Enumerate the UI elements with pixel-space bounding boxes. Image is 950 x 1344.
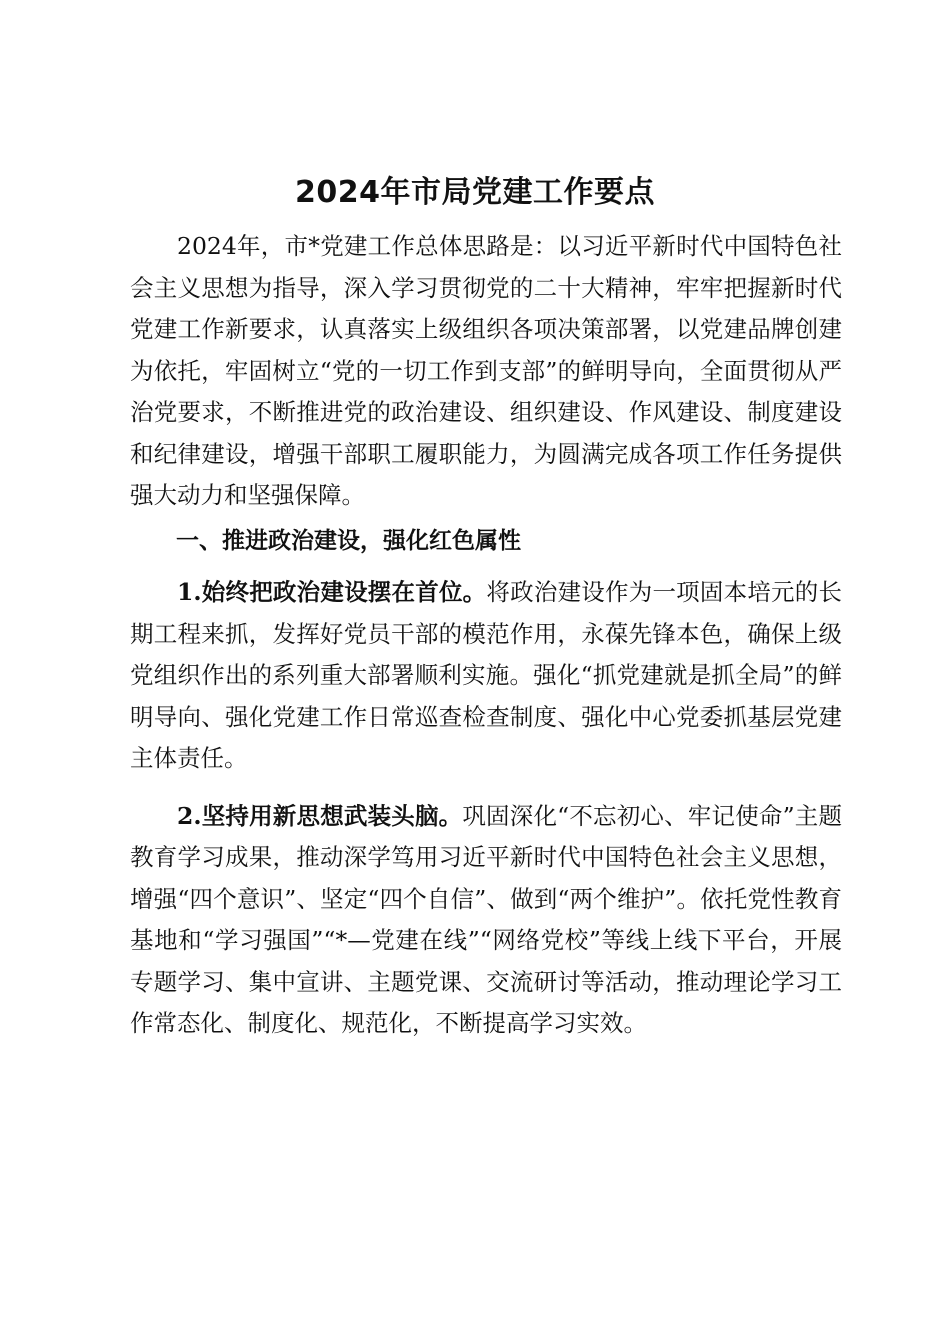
document-title: 2024年市局党建工作要点 bbox=[295, 175, 655, 210]
item-2-lead: 2.坚持用新思想武装头脑。 bbox=[177, 801, 463, 830]
document-body bbox=[130, 226, 842, 1045]
item-1-lead: 1.始终把政治建设摆在首位。 bbox=[177, 578, 487, 606]
intro-paragraph: 2024年，市*党建工作总体思路是：以习近平新时代中国特色社会主义思想为指导，深入学习贯彻党的二十大精神，牢牢把握新时代党建工作新要求，认真落实上级组织各项决策部署，以党建品牌创建为依托，牢固树立“党的一切工作到支部”的鲜明导向，全面贯彻从严治党要求，不断推进党的政治建设、组织建设、作风建设、制度建设和纪律建设，增强干部职工履职能力，为圆满完成各项工作任务提供强大动力和坚强保障。 bbox=[130, 232, 842, 509]
section-1-item-2 bbox=[130, 796, 842, 1045]
item-2-text: 巩固深化“不忘初心、牢记使命”主题教育学习成果，推动深学笃用习近平新时代中国特色社会主义思想，增强“四个意识”、坚定“四个自信”、做到“两个维护”。依托党性教育基地和“学习强国”“*—党建在线”“网络党校”等线上线下平台，开展专题学习、集中宣讲、主题党课、交流研讨等活动，推动理论学习工作常态化、制度化、规范化，不断提高学习实效。 bbox=[130, 801, 842, 1037]
item-1-text: 将政治建设作为一项固本培元的长期工程来抓，发挥好党员干部的模范作用，永葆先锋本色，确保上级党组织作出的系列重大部署顺利实施。强化“抓党建就是抓全局”的鲜明导向、强化党建工作日常巡查检查制度、强化中心党委抓基层党建主体责任。 bbox=[130, 578, 842, 772]
section-heading-1: 一、推进政治建设，强化红色属性 bbox=[176, 527, 521, 554]
section-1-item-1 bbox=[130, 572, 842, 780]
